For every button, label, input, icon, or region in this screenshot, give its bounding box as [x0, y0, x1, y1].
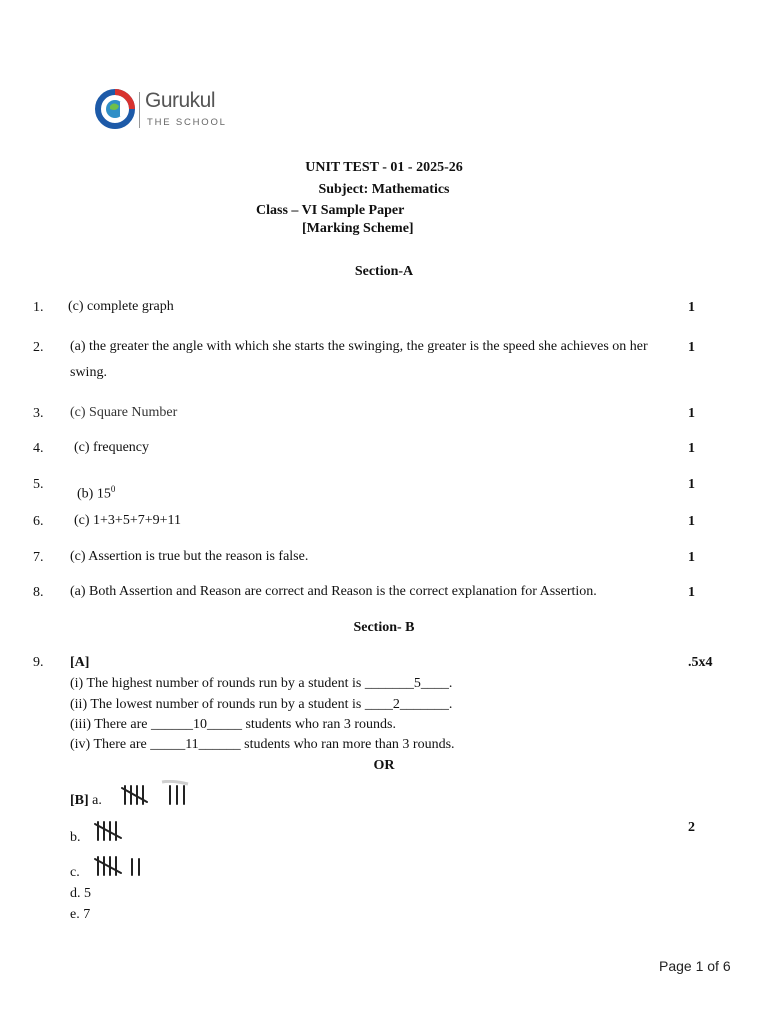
question-number: 3. [33, 406, 44, 421]
gurukul-logo-icon [94, 88, 136, 130]
logo-divider [139, 92, 140, 128]
logo-subtitle: THE SCHOOL [147, 117, 227, 128]
marks: 1 [688, 477, 695, 492]
part-a-line-4: (iv) There are _____11______ students who ran more than 3 rounds. [70, 737, 455, 752]
question-number: 5. [33, 477, 44, 492]
part-a-label: [A] [70, 655, 90, 670]
part-a-line-1: (i) The highest number of rounds run by a student is _______5____. [70, 676, 453, 691]
answer-text-base: (b) 15 [77, 486, 111, 502]
answer-text [77, 476, 681, 508]
tally-marks-5-icon [93, 818, 129, 844]
answer-text: (c) Assertion is true but the reason is false. [70, 549, 309, 564]
degree-superscript: 0 [110, 484, 116, 494]
or-label: OR [373, 758, 395, 773]
question-number: 1. [33, 300, 44, 315]
marks-part-a: .5x4 [688, 655, 713, 670]
part-a-line-2: (ii) The lowest number of rounds run by a student is ____2_______. [70, 697, 453, 712]
marks: 1 [688, 406, 695, 421]
part-b-d: d. 5 [70, 886, 91, 901]
answer-text: (a) the greater the angle with which she starts the swinging, the greater is the speed she achieves on her swing. [70, 339, 648, 380]
tally-marks-8-icon [120, 780, 196, 808]
tally-marks-7-icon [93, 853, 149, 879]
question-number: 9. [33, 655, 44, 670]
section-b-title: Section- B [353, 620, 415, 635]
part-a-line-3: (iii) There are ______10_____ students who ran 3 rounds. [70, 717, 396, 732]
section-a-title: Section-A [354, 264, 414, 279]
part-b-b-label: b. [70, 830, 81, 845]
part-b-c-label: c. [70, 865, 80, 880]
part-b-a-label: a. [92, 793, 102, 808]
marks: 1 [688, 514, 695, 529]
question-number: 7. [33, 550, 44, 565]
school-logo [94, 88, 229, 134]
marks: 1 [688, 441, 695, 456]
answer-text: (c) complete graph [68, 299, 174, 314]
part-b-row-a [70, 793, 102, 809]
part-b-label: [B] [70, 793, 89, 808]
answer-text: (c) frequency [74, 440, 150, 455]
answer-text: (c) 1+3+5+7+9+11 [74, 513, 181, 528]
page-number: Page 1 of 6 [659, 958, 731, 974]
marks-part-b: 2 [688, 820, 695, 835]
test-title: UNIT TEST - 01 - 2025-26 [305, 160, 463, 175]
marks: 1 [688, 585, 695, 600]
question-number: 6. [33, 514, 44, 529]
question-number: 2. [33, 340, 44, 355]
question-number: 4. [33, 441, 44, 456]
subject-line: Subject: Mathematics [318, 182, 450, 197]
logo-wordmark: Gurukul [145, 89, 216, 112]
marking-scheme-label: [Marking Scheme] [302, 221, 414, 236]
class-line: Class – VI Sample Paper [256, 203, 405, 218]
marks: 1 [688, 340, 695, 355]
marks: 1 [688, 550, 695, 565]
marks: 1 [688, 300, 695, 315]
answer-text: (a) Both Assertion and Reason are correct and Reason is the correct explanation for Assertion. [70, 584, 597, 599]
part-b-e: e. 7 [70, 907, 91, 922]
question-number: 8. [33, 585, 44, 600]
answer-text: (c) Square Number [70, 405, 178, 420]
